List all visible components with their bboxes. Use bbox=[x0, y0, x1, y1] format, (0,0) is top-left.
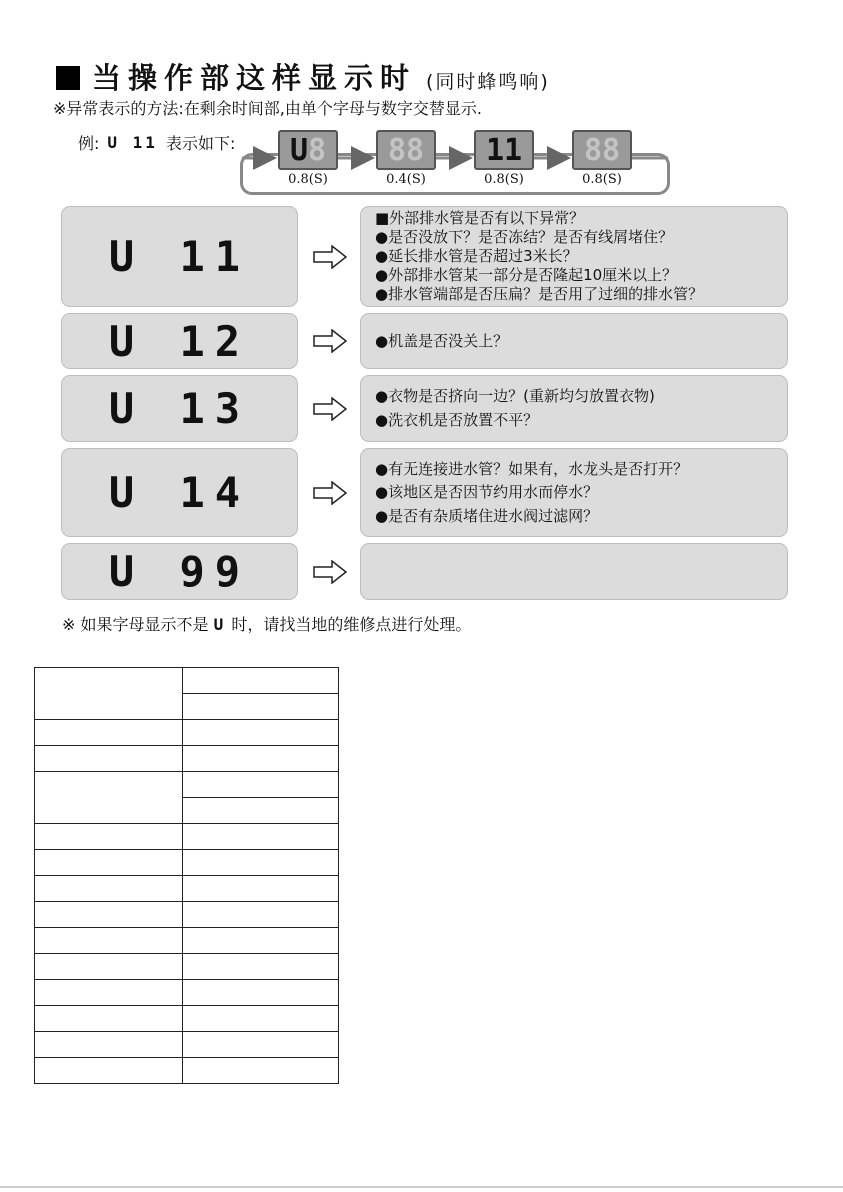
table-cell bbox=[183, 720, 339, 746]
cause-panel bbox=[360, 206, 788, 307]
footnote-letter: U bbox=[213, 615, 227, 634]
cause-line: ●有无连接进水管？如果有，水龙头是否打开？ bbox=[375, 459, 689, 478]
error-code-display: U 14 bbox=[61, 448, 298, 537]
example-duration-2: 0.4(S) bbox=[386, 172, 426, 187]
table-cell bbox=[183, 850, 339, 876]
error-code-display: U 99 bbox=[61, 543, 298, 600]
square-bullet-icon bbox=[56, 66, 80, 90]
table-cell bbox=[183, 902, 339, 928]
cause-line: ●洗衣机是否放置不平？ bbox=[375, 411, 539, 429]
table-cell bbox=[183, 1032, 339, 1058]
display-lit-digits: 11 bbox=[485, 132, 523, 168]
cause-panel bbox=[360, 375, 788, 442]
table-cell bbox=[183, 668, 339, 694]
footnote bbox=[62, 612, 471, 635]
table-cell bbox=[35, 928, 183, 954]
cause-line: ●衣物是否挤向一边？(重新均匀放置衣物) bbox=[375, 387, 655, 405]
table-cell bbox=[183, 746, 339, 772]
cause-line: ●是否有杂质堵住进水阀过滤网？ bbox=[375, 506, 599, 525]
table-cell bbox=[35, 668, 183, 720]
error-code-display: U 11 bbox=[61, 206, 298, 307]
page-title bbox=[56, 56, 550, 97]
table-cell bbox=[183, 928, 339, 954]
example-duration-3: 0.8(S) bbox=[484, 172, 524, 187]
cause-line: ■外部排水管是否有以下异常？ bbox=[375, 209, 585, 227]
table-cell bbox=[183, 772, 339, 798]
table-cell bbox=[35, 1032, 183, 1058]
example-duration-4: 0.8(S) bbox=[582, 172, 622, 187]
cause-line: ●该地区是否因节约用水而停水？ bbox=[375, 483, 599, 501]
cause-line: ●排水管端部是否压扁？是否用了过细的排水管？ bbox=[375, 285, 704, 303]
table-cell bbox=[35, 850, 183, 876]
table-cell bbox=[35, 876, 183, 902]
example-display-4 bbox=[572, 130, 632, 170]
right-arrow-icon bbox=[313, 329, 347, 353]
table-cell bbox=[35, 954, 183, 980]
example-suffix: 表示如下: bbox=[165, 134, 236, 153]
table-cell bbox=[183, 824, 339, 850]
title-subtitle: (同时蜂鸣响) bbox=[426, 71, 550, 93]
example-prefix: 例: bbox=[78, 134, 100, 153]
table-cell bbox=[35, 1058, 183, 1084]
table-cell bbox=[35, 746, 183, 772]
cause-line: ●外部排水管某一部分是否隆起10厘米以上？ bbox=[375, 266, 678, 284]
cause-panel bbox=[360, 448, 788, 537]
table-cell bbox=[35, 772, 183, 824]
right-arrow-icon bbox=[313, 397, 347, 421]
footnote-after: 时，请找当地的维修点进行处理。 bbox=[231, 615, 472, 634]
right-arrow-icon bbox=[313, 560, 347, 584]
blank-table bbox=[34, 667, 339, 1084]
title-text: 当操作部这样显示时 bbox=[92, 61, 417, 95]
page-edge-line bbox=[0, 1186, 843, 1188]
example-line bbox=[78, 131, 235, 154]
example-display-1 bbox=[278, 130, 338, 170]
table-cell bbox=[35, 1006, 183, 1032]
table-cell bbox=[183, 980, 339, 1006]
error-code-display: U 12 bbox=[61, 313, 298, 369]
cause-panel bbox=[360, 313, 788, 369]
display-unlit-digits: 88 bbox=[583, 132, 621, 168]
table-cell bbox=[35, 980, 183, 1006]
example-display-2 bbox=[376, 130, 436, 170]
display-unlit-digits: 8 bbox=[308, 132, 327, 168]
cause-line: ●延长排水管是否超过3米长？ bbox=[375, 247, 578, 265]
display-lit-digits: U bbox=[289, 132, 308, 168]
error-code-display: U 13 bbox=[61, 375, 298, 442]
example-duration-1: 0.8(S) bbox=[288, 172, 328, 187]
table-cell bbox=[183, 1058, 339, 1084]
display-method-note: ※异常表示的方法:在剩余时间部,由单个字母与数字交替显示. bbox=[53, 99, 482, 118]
table-cell bbox=[35, 824, 183, 850]
table-cell bbox=[35, 720, 183, 746]
right-arrow-icon bbox=[313, 481, 347, 505]
right-arrow-icon bbox=[313, 245, 347, 269]
example-display-3 bbox=[474, 130, 534, 170]
cause-line: ●机盖是否没关上？ bbox=[375, 331, 509, 350]
table-cell bbox=[183, 954, 339, 980]
display-unlit-digits: 88 bbox=[387, 132, 425, 168]
footnote-before: ※ 如果字母显示不是 bbox=[62, 615, 209, 634]
example-code: U 11 bbox=[107, 133, 158, 152]
table-cell bbox=[183, 1006, 339, 1032]
table-cell bbox=[183, 876, 339, 902]
cause-line: ●是否没放下？是否冻结？是否有线屑堵住？ bbox=[375, 228, 674, 246]
table-cell bbox=[35, 902, 183, 928]
table-cell bbox=[183, 694, 339, 720]
cause-panel bbox=[360, 543, 788, 600]
table-cell bbox=[183, 798, 339, 824]
